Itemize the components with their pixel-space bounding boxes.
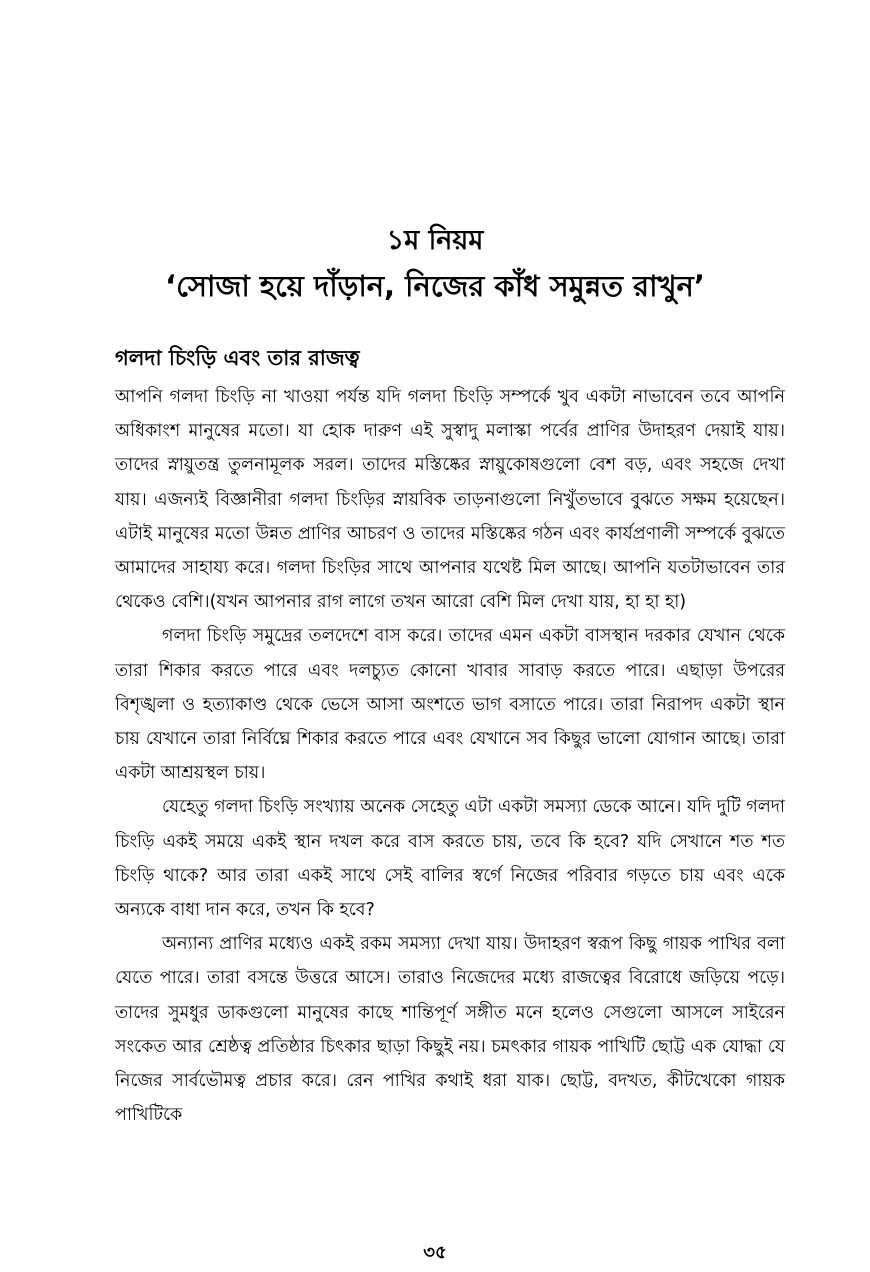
chapter-title: ‘সোজা হয়ে দাঁড়ান, নিজের কাঁধ সমুন্নত রাখুন’ — [165, 269, 705, 303]
paragraph-3: যেহেতু গলদা চিংড়ি সংখ্যায় অনেক সেহেতু এটা একটা সমস্যা ডেকে আনে। যদি দুটি গলদা চিংড়ি একই সময়ে একই স্থান দখল করে বাস করতে চায়, তবে কি হবে? যদি সেখানে শত শত চিংড়ি থাকে? আর তারা একই সাথে সেই বালির স্বর্গে নিজের পরিবার গড়তে চায় এবং একে অন্যকে বাধা দান করে, তখন কি হবে? — [115, 797, 785, 921]
paragraph-4: অন্যান্য প্রাণির মধ্যেও একই রকম সমস্যা দেখা যায়। উদাহরণ স্বরূপ কিছু গায়ক পাখির বলা যেতে পারে। তারা বসন্তে উত্তরে আসে। তারাও নিজেদের মধ্যে রাজত্বের বিরোধে জড়িয়ে পড়ে। তাদের সুমধুর ডাকগুলো মানুষের কাছে শান্তিপূর্ণ সঙ্গীত মনে হলেও সেগুলো আসলে সাইরেন সংকেত আর শ্রেষ্ঠত্ব প্রতিষ্ঠার চিৎকার ছাড়া কিছুই নয়। চমৎকার গায়ক পাখিটি ছোট্ট এক যোদ্ধা যে নিজের সার্বভৌমত্ব প্রচার করে। রেন পাখির কথাই ধরা যাক। ছোট্ট, বদখত, কীটখেকো গায়ক পাখিটিকে — [115, 934, 785, 1126]
page-number: ৩৫ — [423, 1242, 447, 1263]
paragraph-2: গলদা চিংড়ি সমুদ্রের তলদেশে বাস করে। তাদের এমন একটা বাসস্থান দরকার যেখান থেকে তারা শিকার করতে পারে এবং দলচ্যুত কোনো খাবার সাবাড় করতে পারে। এছাড়া উপরের বিশৃঙ্খলা ও হত্যাকাণ্ড থেকে ভেসে আসা অংশতে ভাগ বসাতে পারে। তারা নিরাপদ একটা স্থান চায় যেখানে তারা নির্বিঘ্নে শিকার করতে পারে এবং যেখানে সব কিছুর ভালো যোগান আছে। তারা একটা আশ্রয়স্থল চায়। — [115, 626, 785, 784]
paragraph-1: আপনি গলদা চিংড়ি না খাওয়া পর্যন্ত যদি গলদা চিংড়ি সম্পর্কে খুব একটা নাভাবেন তবে আপনি অধিকাংশ মানুষের মতো। যা হোক দারুণ এই সুস্বাদু মলাস্কা পর্বের প্রাণির উদাহরণ দেয়াই যায়। তাদের স্নায়ুতন্ত্র তুলনামূলক সরল। তাদের মস্তিষ্কের স্নায়ুকোষগুলো বেশ বড়, এবং সহজে দেখা যায়। এজন্যই বিজ্ঞানীরা গলদা চিংড়ির স্নায়বিক তাড়নাগুলো নিখুঁতভাবে বুঝতে সক্ষম হয়েছেন। এটাই মানুষের মতো উন্নত প্রাণির আচরণ ও তাদের মস্তিষ্কের গঠন এবং কার্যপ্রণালী সম্পর্কে বুঝতে আমাদের সাহায্য করে। গলদা চিংড়ির সাথে আপনার যথেষ্ট মিল আছে। আপনি যতটাভাবেন তার থেকেও বেশি।(যখন আপনার রাগ লাগে তখন আরো বেশি মিল দেখা যায়, হা হা হা) — [115, 387, 785, 613]
chapter-number: ১ম নিয়ম — [386, 225, 484, 256]
section-heading: গলদা চিংড়ি এবং তার রাজত্ব — [115, 346, 360, 370]
body-text — [115, 380, 785, 1132]
